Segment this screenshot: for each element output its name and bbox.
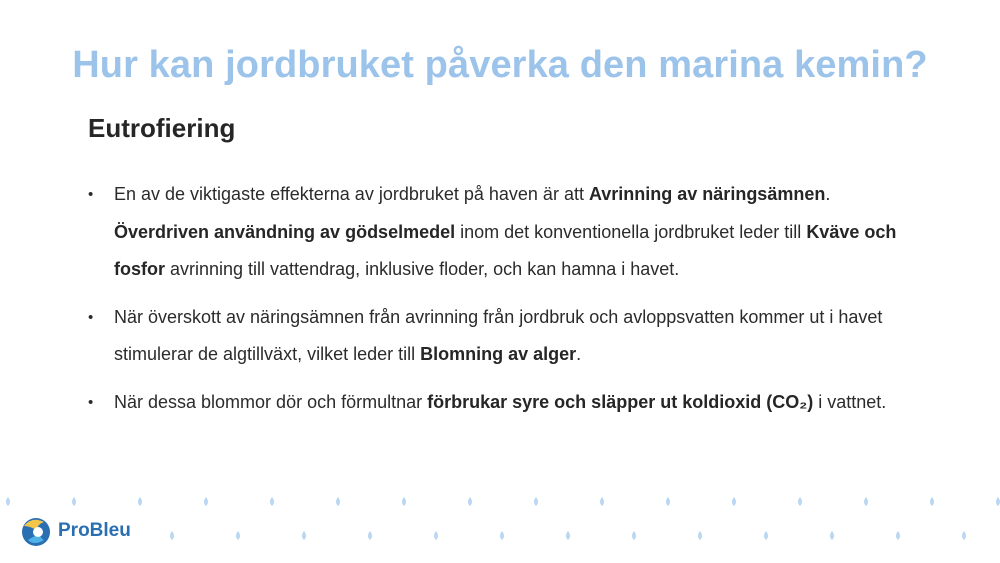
bullet-emphasis: förbrukar syre och släpper ut koldioxid (CO₂): [427, 391, 814, 412]
bullet-text: avrinning till vattendrag, inklusive floder, och kan hamna i havet.: [165, 259, 680, 279]
droplet-icon: [236, 531, 240, 540]
droplet-icon: [368, 531, 372, 540]
logo-text: ProBleu: [58, 520, 131, 541]
droplet-icon: [930, 497, 934, 506]
droplet-icon: [6, 497, 10, 506]
bullet-text: När dessa blommor dör och förmultnar: [114, 391, 428, 412]
droplet-icon: [270, 497, 274, 506]
bullet-item: [88, 176, 928, 289]
droplet-icon: [336, 497, 340, 506]
bullet-emphasis: Blomning av alger: [420, 344, 577, 364]
droplet-icon: [864, 497, 868, 506]
droplet-icon: [138, 497, 142, 506]
bullet-emphasis: Avrinning av näringsämnen: [588, 184, 826, 204]
slide-subtitle: Eutrofiering: [88, 113, 236, 143]
droplet-icon: [996, 497, 1000, 506]
droplet-icon: [830, 531, 834, 540]
slide-title: Hur kan jordbruket påverka den marina kemin?: [72, 44, 928, 86]
droplet-icon: [962, 531, 966, 540]
droplet-icon: [500, 531, 504, 540]
droplet-icon: [666, 497, 670, 506]
bullet-list: [88, 176, 928, 431]
droplet-icon: [72, 497, 76, 506]
bullet-item: [88, 299, 928, 374]
droplet-icon: [698, 531, 702, 540]
bullet-dot: •: [88, 308, 94, 326]
bullet-text: .: [825, 184, 831, 204]
droplet-icon: [302, 531, 306, 540]
droplet-icon: [534, 497, 538, 506]
bullet-text: .: [576, 344, 582, 364]
bullet-text: inom det konventionella jordbruket leder till: [455, 221, 807, 242]
bullet-item: [88, 384, 928, 422]
bullet-emphasis: Överdriven användning av gödselmedel: [114, 221, 456, 242]
droplet-icon: [732, 497, 736, 506]
droplet-icon: [434, 531, 438, 540]
droplet-icon: [764, 531, 768, 540]
droplet-icon: [402, 497, 406, 506]
droplet-icon: [600, 497, 604, 506]
bullet-dot: •: [88, 186, 94, 203]
droplet-icon: [896, 531, 900, 540]
bullet-text: i vattnet.: [813, 391, 887, 412]
droplet-icon: [566, 531, 570, 540]
bullet-emphasis: Kväve och fosfor: [114, 221, 897, 279]
bullet-text: En av de viktigaste effekterna av jordbruket på haven är att: [114, 184, 589, 204]
droplet-icon: [468, 497, 472, 506]
bullet-text: När överskott av näringsämnen från avrinning från jordbruk och avloppsvatten kommer ut i havet stimulerar de algtillväxt, vilket leder till: [114, 306, 883, 364]
droplet-icon: [170, 531, 174, 540]
droplet-icon: [204, 497, 208, 506]
droplet-icon: [798, 497, 802, 506]
bullet-dot: •: [88, 393, 94, 411]
droplet-icon: [632, 531, 636, 540]
